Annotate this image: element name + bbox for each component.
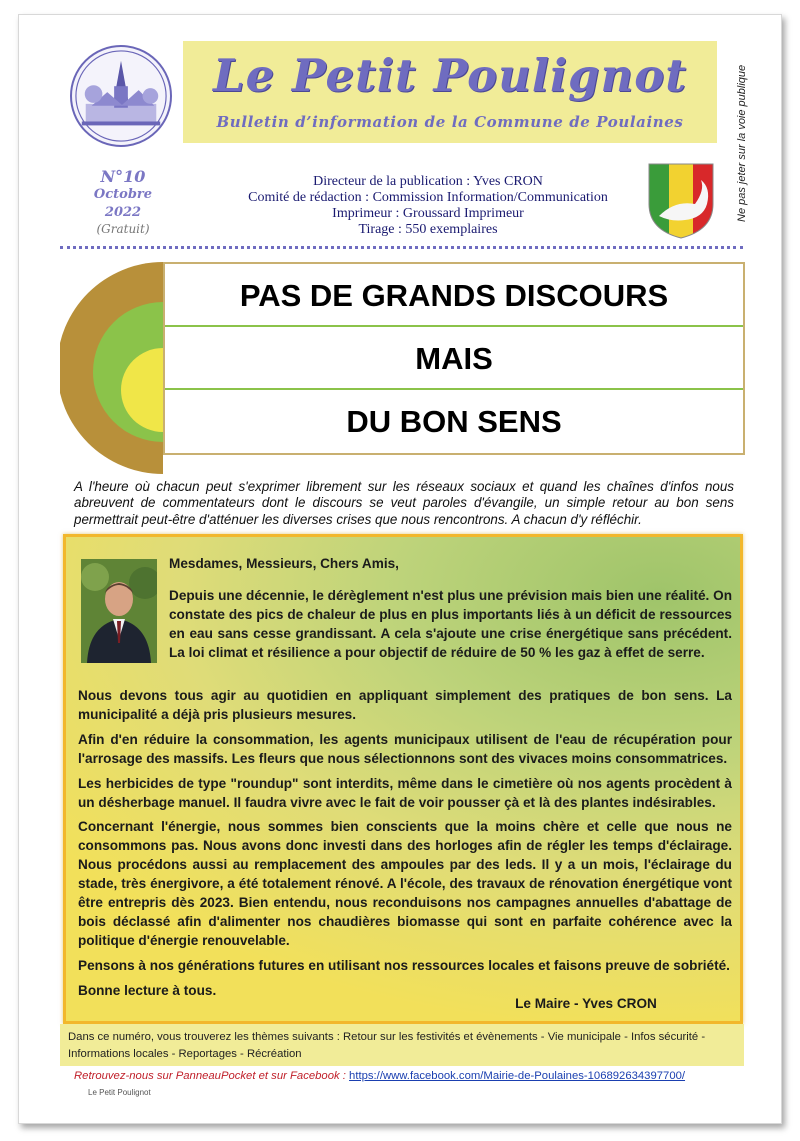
editorial-paragraph-4: Les herbicides de type "roundup" sont interdits, même dans le cimetière où nos agents procèdent à un désherbage manuel. Il faudra vivre avec le fait de voir pousser çà et là des plantes indésirables. [78,775,732,810]
footer-page-name: Le Petit Poulignot [88,1088,151,1097]
section-divider [60,246,743,249]
newsletter-subtitle: Bulletin d’information de la Commune de Poulaines [216,113,684,131]
editorial-paragraph-6: Pensons à nos générations futures en utilisant nos ressources locales et faisons preuve de sobriété. [78,957,730,973]
headline-line-1: PAS DE GRANDS DISCOURS [165,264,743,327]
editorial-box [63,534,743,1024]
issue-price: (Gratuit) [96,222,150,236]
facebook-link[interactable]: https://www.facebook.com/Mairie-de-Poulaines-106892634397700/ [349,1070,686,1082]
headline-line-3: DU BON SENS [346,404,562,439]
coat-of-arms-icon [645,160,717,240]
issue-number: N°10 [100,167,146,186]
follow-lead: Retrouvez-nous sur PanneauPocket et sur Facebook : [74,1070,346,1082]
editorial-paragraph-3: Afin d'en réduire la consommation, les agents municipaux utilisent de l'eau de récupération pour l'arrosage des massifs. Les fleurs que nous sélectionnons sont des vivaces moins consommatrices. [78,731,732,766]
editorial-body [78,687,732,1007]
social-follow [74,1068,754,1084]
mayor-portrait [81,559,157,663]
issue-date: Octobre 2022 [93,187,153,220]
editorial-paragraph-7: Bonne lecture à tous. [78,982,217,998]
editorial-paragraph-5: Concernant l'énergie, nous sommes bien conscients que la moins chère et celle que nous ne consommons pas. Nous avons donc investi dans des horloges afin de régler les temps d'éclairage. Nous procédons aussi au remplacement des ampoules par des leds. Il y a un mois, l'éclairage du stade, très énergivore, a été totalement rénové. A l'école, des travaux de rénovation énergétique vont être entrepris dès 2023. Bien entendu, nous reconduisons nos campagnes annuelles d'abattage de bois déclassé afin d'alimenter nos chaudières biomasse qui sont en parfaite cohérence avec la politique d'énergie renouvelable. [78,819,732,948]
newsletter-title: Le Petit Poulignot [212,49,688,102]
intro-paragraph: A l'heure où chacun peut s'exprimer librement sur les réseaux sociaux et quand les chaînes d'infos nous abreuvent de commentateurs dont le discours se veut paroles d'évangile, un simple retour au bon sens permettrait peut-être d'atténuer les diverses crises que nous rencontrons. A chacun d'y réfléchir. [74,479,734,527]
editorial-salutation: Mesdames, Messieurs, Chers Amis, [169,556,399,571]
side-note: Ne pas jeter sur la voie publique [736,64,748,222]
headline-box [163,262,745,455]
credit-director: Directeur de la publication : Yves CRON [313,174,543,189]
credit-committee: Comité de rédaction : Commission Information/Communication [248,190,608,205]
editorial-paragraph-2: Nous devons tous agir au quotidien en appliquant simplement des pratiques de bon sens. La municipalité a déjà pris plusieurs mesures. [78,688,732,722]
publication-credits [218,174,638,238]
issue-themes: Dans ce numéro, vous trouverez les thèmes suivants : Retour sur les festivités et évènements - Vie municipale - Infos sécurité - Informations locales - Reportages - Récréation [60,1024,744,1066]
credit-printer: Imprimeur : Groussard Imprimeur [332,206,524,221]
church-seal-logo [70,45,172,147]
headline-line-2: MAIS [165,327,743,390]
credit-print-run: Tirage : 550 exemplaires [358,222,498,237]
issue-info [78,168,168,236]
editorial-signature: Le Maire - Yves CRON [515,996,657,1011]
title-band [183,41,717,143]
editorial-paragraph-1: Depuis une décennie, le dérèglement n'est plus une prévision mais bien une réalité. On constate des pics de chaleur de plus en plus importants liés à un déficit de ressources en eau sans cesse grandissant. A cela s'ajoute une crise énergétique sans précédent. La loi climat et résilience a pour objectif de réduire de 50 % les gaz à effet de serre. [169,588,732,660]
